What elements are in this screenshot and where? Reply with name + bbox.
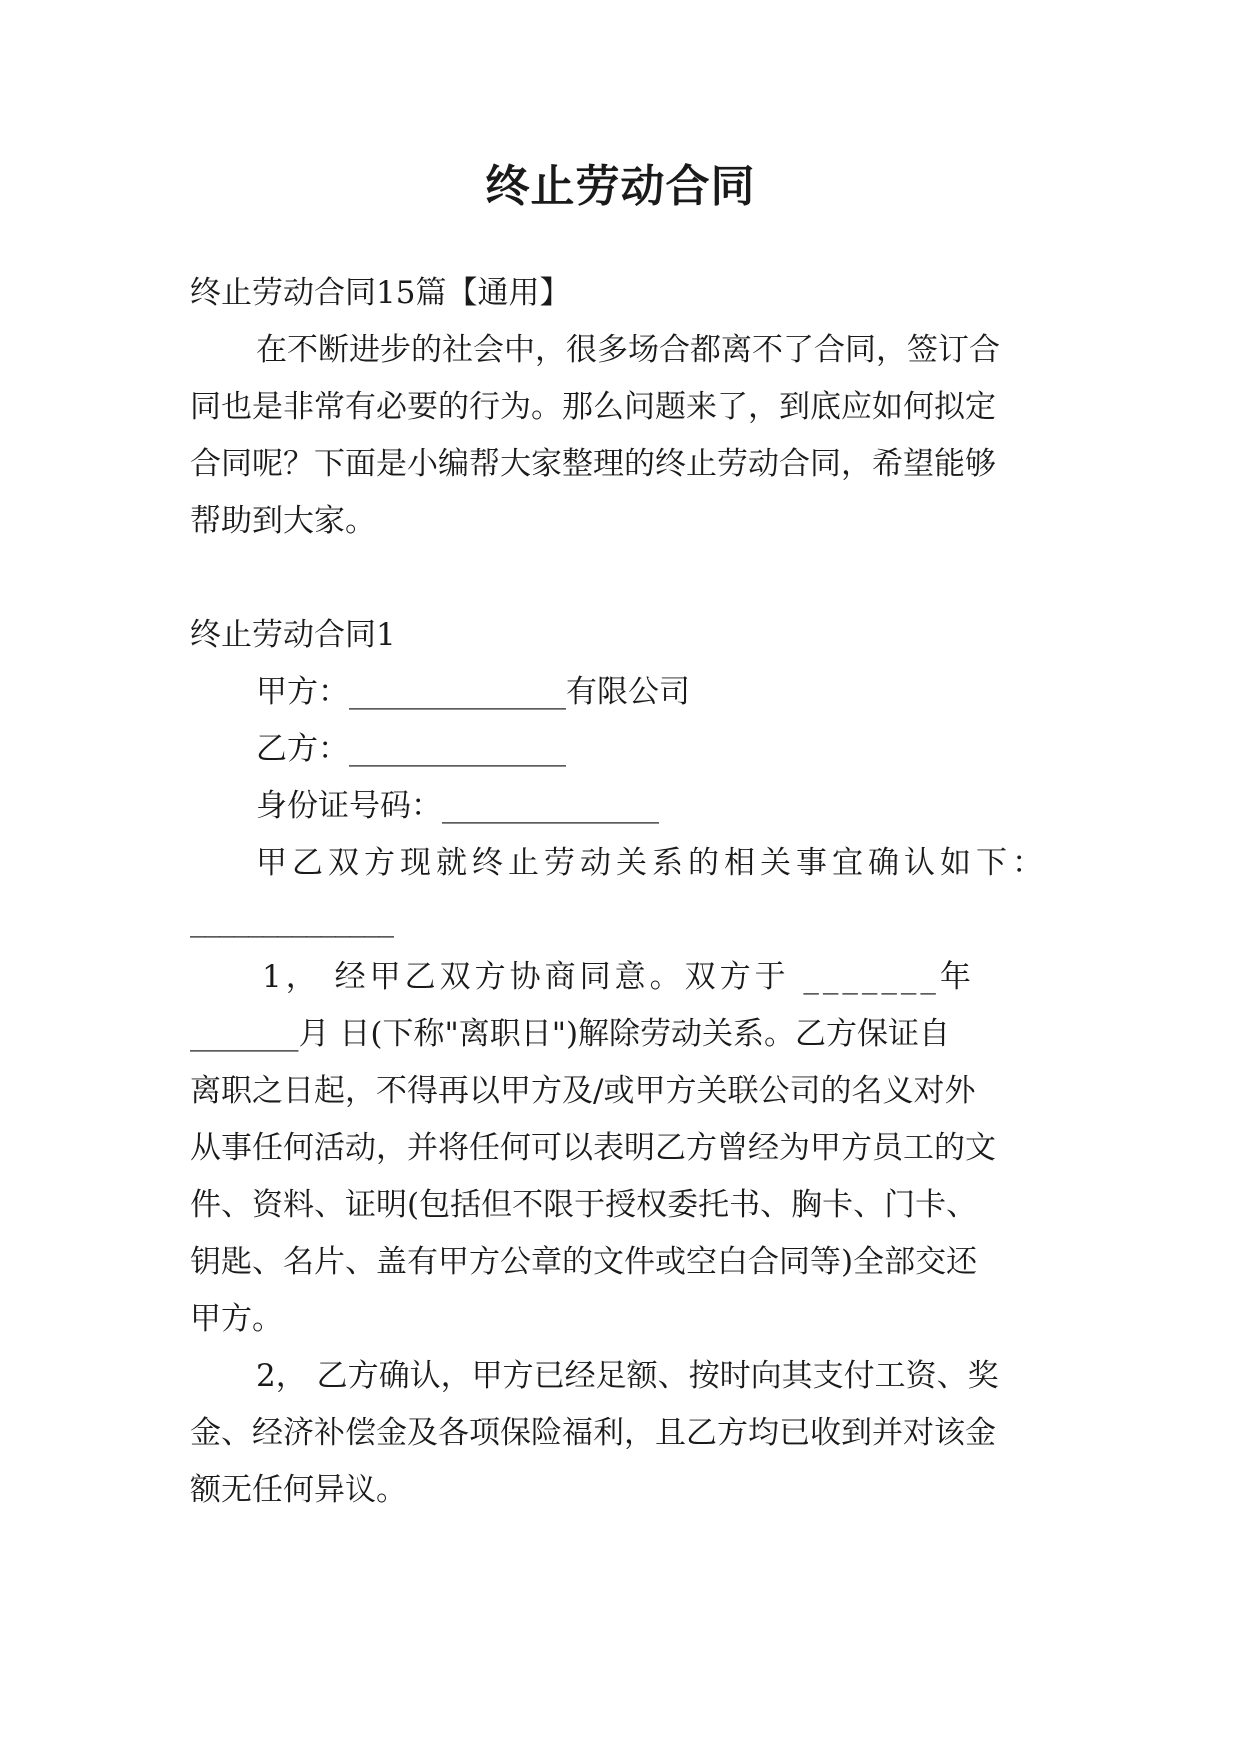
clause-line: 件、资料、证明(包括但不限于授权委托书、胸卡、门卡、 — [190, 1187, 978, 1223]
intro-line: 帮助到大家。 — [190, 503, 376, 539]
clause-line: 离职之日起，不得再以甲方及/或甲方关联公司的名义对外 — [190, 1073, 976, 1109]
document-body — [190, 265, 1050, 1519]
id-number-line: 身份证号码：______________ — [256, 788, 659, 824]
clause-1 — [190, 949, 1050, 1348]
clause-line: _______月 日(下称"离职日")解除劳动关系。乙方保证自 — [190, 1016, 951, 1052]
clause-line: 从事任何活动，并将任何可以表明乙方曾经为甲方员工的文 — [190, 1130, 996, 1166]
clause-line: 钥匙、名片、盖有甲方公章的文件或空白合同等)全部交还 — [190, 1244, 978, 1280]
intro-line: 同也是非常有必要的行为。那么问题来了，到底应如何拟定 — [190, 389, 996, 425]
intro-paragraph — [190, 322, 1050, 550]
confirm-line: 甲乙双方现就终止劳动关系的相关事宜确认如下： — [256, 845, 1048, 881]
party-b-line: 乙方：______________ — [256, 731, 566, 767]
clause-line: 额无任何异议。 — [190, 1472, 407, 1508]
intro-line: 合同呢？下面是小编帮大家整理的终止劳动合同，希望能够 — [190, 446, 996, 482]
confirm-blank: ______________ — [190, 902, 393, 938]
clause-line: 2， 乙方确认，甲方已经足额、按时向其支付工资、奖 — [256, 1358, 999, 1394]
document-subtitle: 终止劳动合同15篇【通用】 — [190, 275, 571, 311]
section-heading: 终止劳动合同1 — [190, 617, 396, 653]
clause-line: 金、经济补偿金及各项保险福利，且乙方均已收到并对该金 — [190, 1415, 996, 1451]
clause-line: 甲方。 — [190, 1301, 283, 1337]
spacer — [190, 550, 1050, 607]
clause-line: 1， 经甲乙双方协商同意。双方于 _______年 — [262, 959, 975, 995]
party-a-line: 甲方：______________有限公司 — [256, 674, 690, 710]
clause-2 — [190, 1348, 1050, 1519]
intro-line: 在不断进步的社会中，很多场合都离不了合同，签订合 — [256, 332, 1000, 368]
page-title: 终止劳动合同 — [485, 161, 756, 212]
